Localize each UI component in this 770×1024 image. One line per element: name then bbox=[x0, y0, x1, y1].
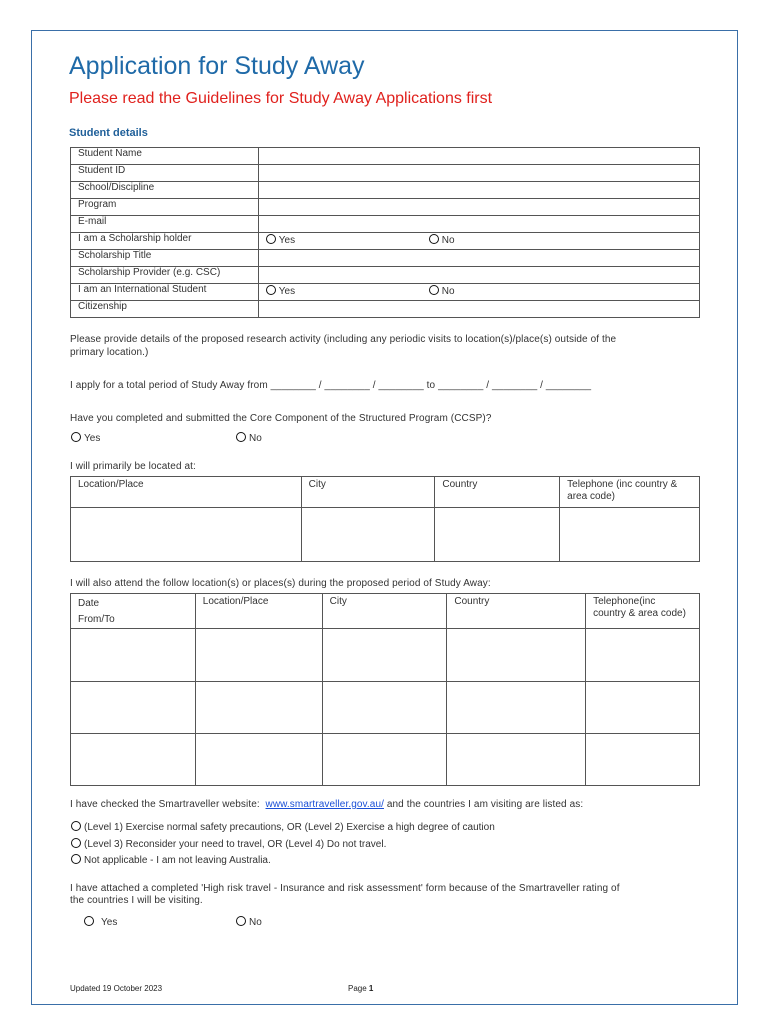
school-field[interactable] bbox=[258, 182, 699, 199]
scholarship-yes-option[interactable]: Yes bbox=[266, 234, 295, 246]
radio-icon bbox=[266, 234, 276, 244]
header-city: City bbox=[322, 594, 447, 629]
location-field[interactable] bbox=[195, 734, 322, 786]
student-details-heading: Student details bbox=[69, 127, 148, 139]
header-telephone-line1: Telephone(inc bbox=[593, 596, 656, 607]
footer-page-number: 1 bbox=[368, 984, 374, 993]
country-field[interactable] bbox=[447, 629, 586, 682]
location-field[interactable] bbox=[195, 682, 322, 734]
header-date-line2: From/To bbox=[78, 614, 115, 625]
label-scholarship-provider: Scholarship Provider (e.g. CSC) bbox=[71, 267, 259, 284]
radio-icon bbox=[71, 432, 81, 442]
primary-location-intro: I will primarily be located at: bbox=[70, 461, 196, 472]
header-country: Country bbox=[447, 594, 586, 629]
high-risk-no-option[interactable]: No bbox=[236, 912, 262, 930]
high-risk-yes-option[interactable]: Yes bbox=[84, 912, 117, 930]
ccsp-question: Have you completed and submitted the Core Component of the Structured Program (CCSP)? bbox=[70, 413, 492, 424]
page-subtitle: Please read the Guidelines for Study Away Applications first bbox=[69, 90, 493, 107]
email-field[interactable] bbox=[258, 216, 699, 233]
high-risk-line1: I have attached a completed 'High risk travel - Insurance and risk assessment' form because of the Smartraveller rating of bbox=[70, 883, 620, 894]
radio-icon bbox=[236, 916, 246, 926]
radio-icon bbox=[429, 234, 439, 244]
smartraveller-option-not-applicable[interactable]: Not applicable - I am not leaving Australia. bbox=[71, 850, 271, 868]
date-field[interactable] bbox=[71, 682, 196, 734]
label-international-student: I am an International Student bbox=[71, 284, 259, 301]
header-telephone-line2: area code) bbox=[567, 491, 615, 502]
ccsp-yes-option[interactable]: Yes bbox=[71, 428, 100, 446]
header-date bbox=[71, 594, 196, 629]
scholarship-no-option[interactable]: No bbox=[429, 234, 455, 246]
header-telephone bbox=[586, 594, 700, 629]
primary-telephone-field[interactable] bbox=[560, 508, 700, 562]
international-yes-option[interactable]: Yes bbox=[266, 285, 295, 297]
research-prompt-line2: primary location.) bbox=[70, 347, 149, 358]
date-field[interactable] bbox=[71, 734, 196, 786]
page-title: Application for Study Away bbox=[69, 52, 365, 80]
header-telephone-line2: country & area code) bbox=[593, 608, 686, 619]
primary-country-field[interactable] bbox=[435, 508, 560, 562]
radio-icon bbox=[84, 916, 94, 926]
international-student-options bbox=[258, 284, 699, 301]
header-location-place: Location/Place bbox=[71, 477, 302, 508]
international-no-option[interactable]: No bbox=[429, 285, 455, 297]
city-field[interactable] bbox=[322, 734, 447, 786]
smartraveller-link[interactable]: www.smartraveller.gov.au/ bbox=[265, 799, 384, 810]
date-field[interactable] bbox=[71, 629, 196, 682]
radio-icon bbox=[71, 854, 81, 864]
radio-icon bbox=[266, 285, 276, 295]
label-program: Program bbox=[71, 199, 259, 216]
smartraveller-intro bbox=[70, 799, 583, 810]
scholarship-holder-options bbox=[258, 233, 699, 250]
footer-page bbox=[348, 984, 373, 993]
ccsp-no-option[interactable]: No bbox=[236, 428, 262, 446]
scholarship-title-field[interactable] bbox=[258, 250, 699, 267]
primary-location-field[interactable] bbox=[71, 508, 302, 562]
header-telephone bbox=[560, 477, 700, 508]
other-locations-intro: I will also attend the follow location(s) or places(s) during the proposed period of Study Away: bbox=[70, 578, 491, 589]
high-risk-line2: the countries I will be visiting. bbox=[70, 895, 203, 906]
student-id-field[interactable] bbox=[258, 165, 699, 182]
primary-city-field[interactable] bbox=[301, 508, 435, 562]
smartraveller-option-level1-2[interactable]: (Level 1) Exercise normal safety precautions, OR (Level 2) Exercise a high degree of caution bbox=[71, 817, 495, 835]
header-location-place: Location/Place bbox=[195, 594, 322, 629]
header-telephone-line1: Telephone (inc country & bbox=[567, 479, 678, 490]
city-field[interactable] bbox=[322, 629, 447, 682]
student-name-field[interactable] bbox=[258, 148, 699, 165]
primary-location-table bbox=[70, 476, 700, 562]
label-student-name: Student Name bbox=[71, 148, 259, 165]
country-field[interactable] bbox=[447, 734, 586, 786]
scholarship-provider-field[interactable] bbox=[258, 267, 699, 284]
telephone-field[interactable] bbox=[586, 734, 700, 786]
country-field[interactable] bbox=[447, 682, 586, 734]
label-email: E-mail bbox=[71, 216, 259, 233]
smartraveller-option-level3-4[interactable]: (Level 3) Reconsider your need to travel, OR (Level 4) Do not travel. bbox=[71, 834, 386, 852]
radio-icon bbox=[429, 285, 439, 295]
research-prompt-line1: Please provide details of the proposed research activity (including any periodic visits to location(s)/place(s) outside of the bbox=[70, 334, 617, 345]
label-scholarship-holder: I am a Scholarship holder bbox=[71, 233, 259, 250]
label-student-id: Student ID bbox=[71, 165, 259, 182]
smartraveller-intro-suffix: and the countries I am visiting are listed as: bbox=[383, 799, 584, 810]
footer-updated: Updated 19 October 2023 bbox=[70, 984, 163, 993]
study-away-period[interactable]: I apply for a total period of Study Away from ________ / ________ / ________ to ________ / ________ / ________ bbox=[70, 380, 592, 391]
citizenship-field[interactable] bbox=[258, 301, 699, 318]
footer-page-label: Page bbox=[348, 984, 369, 993]
radio-icon bbox=[71, 821, 81, 831]
label-citizenship: Citizenship bbox=[71, 301, 259, 318]
program-field[interactable] bbox=[258, 199, 699, 216]
header-country: Country bbox=[435, 477, 560, 508]
telephone-field[interactable] bbox=[586, 682, 700, 734]
header-city: City bbox=[301, 477, 435, 508]
student-details-table bbox=[70, 147, 700, 318]
radio-icon bbox=[71, 838, 81, 848]
label-scholarship-title: Scholarship Title bbox=[71, 250, 259, 267]
radio-icon bbox=[236, 432, 246, 442]
telephone-field[interactable] bbox=[586, 629, 700, 682]
header-date-line1: Date bbox=[78, 598, 100, 609]
label-school: School/Discipline bbox=[71, 182, 259, 199]
location-field[interactable] bbox=[195, 629, 322, 682]
smartraveller-intro-prefix: I have checked the Smartraveller website: bbox=[70, 799, 266, 810]
other-locations-table bbox=[70, 593, 700, 786]
city-field[interactable] bbox=[322, 682, 447, 734]
